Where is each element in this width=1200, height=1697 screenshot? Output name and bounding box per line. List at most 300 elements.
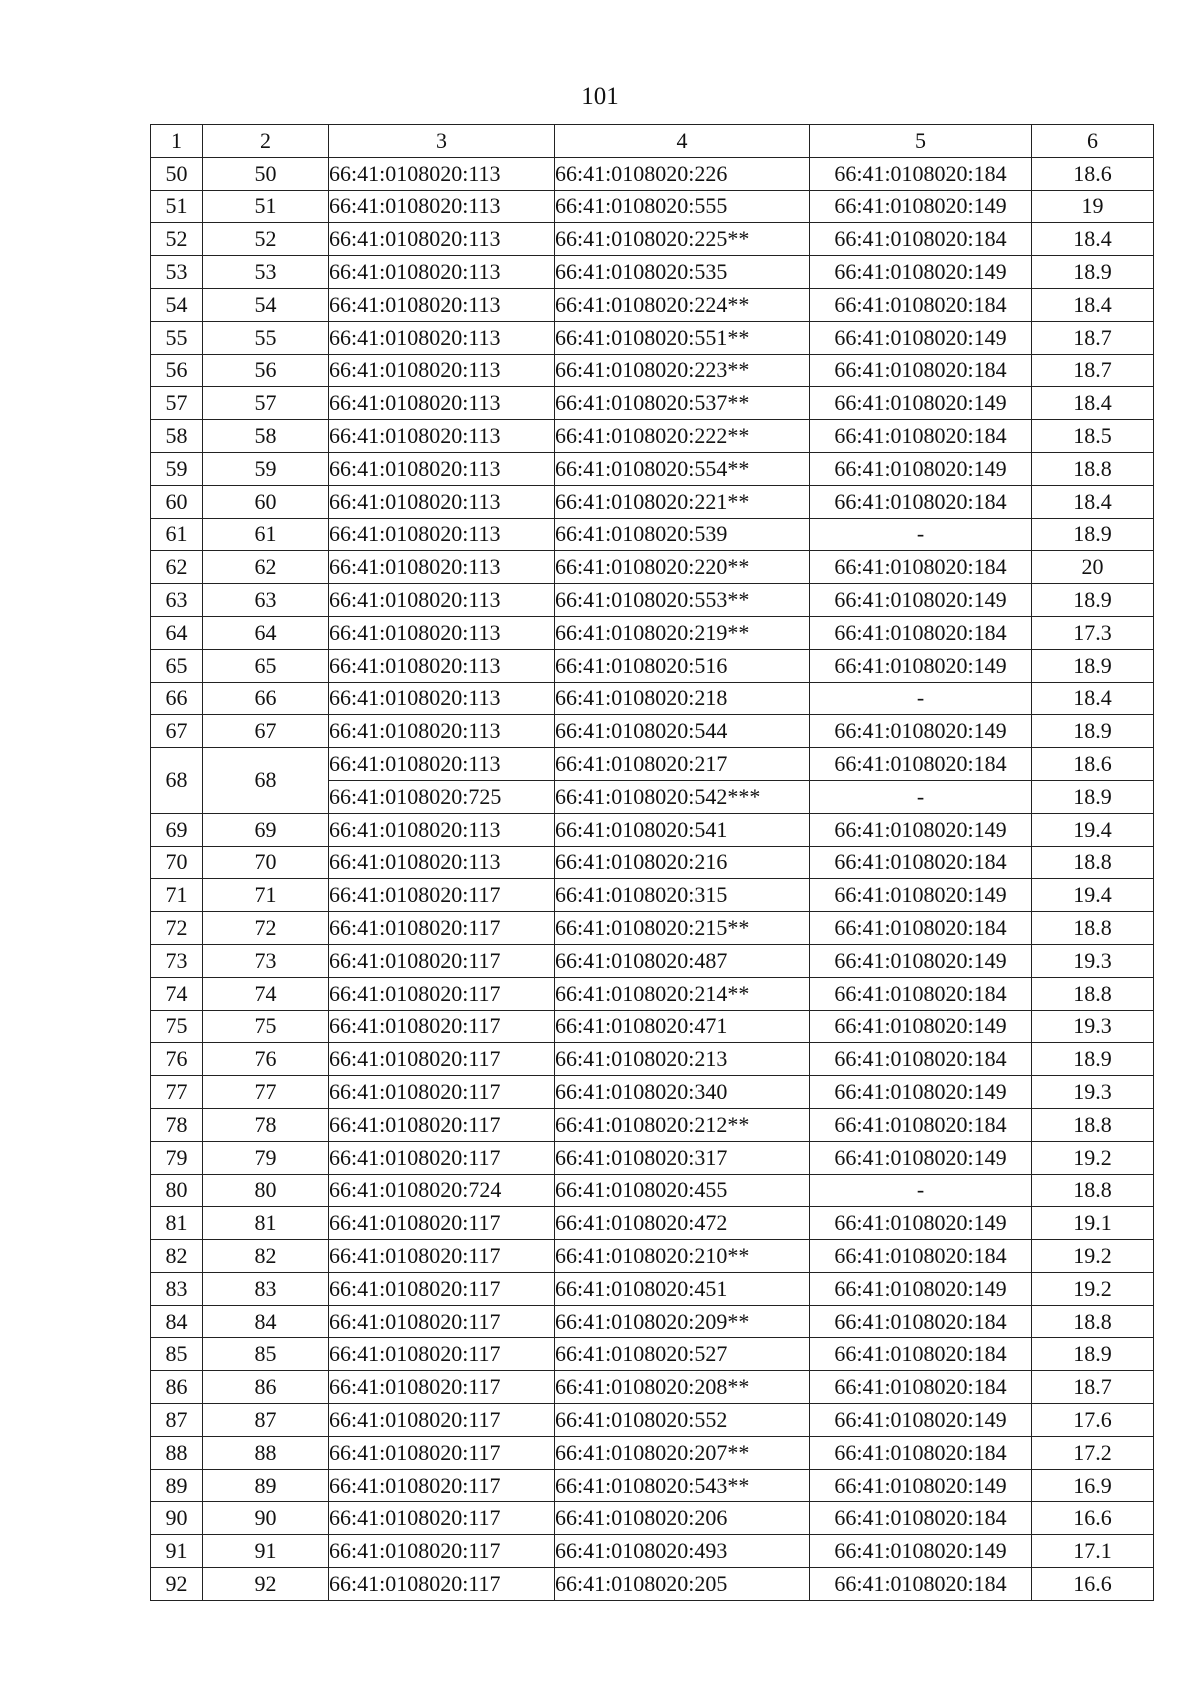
area-value: 16.9: [1032, 1469, 1154, 1502]
cadastral-table: [150, 124, 1154, 1601]
cadastral-number-related: 66:41:0108020:184: [810, 1240, 1032, 1273]
area-value: 18.7: [1032, 1371, 1154, 1404]
area-value: 18.8: [1032, 452, 1154, 485]
table-row: [151, 1371, 1154, 1404]
cadastral-number-related: 66:41:0108020:184: [810, 485, 1032, 518]
area-value: 18.8: [1032, 1108, 1154, 1141]
cadastral-number-plot: 66:41:0108020:543**: [555, 1469, 810, 1502]
plot-number: 85: [203, 1338, 329, 1371]
area-value: 19.3: [1032, 944, 1154, 977]
cadastral-number-related: 66:41:0108020:149: [810, 715, 1032, 748]
column-header-3: 3: [329, 125, 555, 158]
cadastral-number-plot: 66:41:0108020:551**: [555, 321, 810, 354]
plot-number: 68: [203, 748, 329, 814]
row-number: 87: [151, 1404, 203, 1437]
table-row: [151, 846, 1154, 879]
plot-number: 71: [203, 879, 329, 912]
row-number: 58: [151, 420, 203, 453]
plot-number: 61: [203, 518, 329, 551]
cadastral-number-plot: 66:41:0108020:317: [555, 1141, 810, 1174]
area-value: 18.9: [1032, 1043, 1154, 1076]
table-row: [151, 420, 1154, 453]
plot-number: 72: [203, 912, 329, 945]
cadastral-number-parent: 66:41:0108020:117: [329, 1502, 555, 1535]
cadastral-number-parent: 66:41:0108020:113: [329, 420, 555, 453]
cadastral-number-related: 66:41:0108020:149: [810, 387, 1032, 420]
table-header: [151, 125, 1154, 158]
cadastral-number-parent: 66:41:0108020:113: [329, 715, 555, 748]
cadastral-number-parent: 66:41:0108020:113: [329, 584, 555, 617]
area-value: 19.2: [1032, 1272, 1154, 1305]
cadastral-number-related: 66:41:0108020:149: [810, 1010, 1032, 1043]
plot-number: 73: [203, 944, 329, 977]
table-row: [151, 1174, 1154, 1207]
cadastral-number-parent: 66:41:0108020:113: [329, 846, 555, 879]
row-number: 82: [151, 1240, 203, 1273]
plot-number: 79: [203, 1141, 329, 1174]
row-number: 66: [151, 682, 203, 715]
plot-number: 80: [203, 1174, 329, 1207]
cadastral-number-parent: 66:41:0108020:113: [329, 157, 555, 190]
row-number: 71: [151, 879, 203, 912]
cadastral-number-parent: 66:41:0108020:113: [329, 256, 555, 289]
cadastral-number-parent: 66:41:0108020:725: [329, 780, 555, 813]
cadastral-number-plot: 66:41:0108020:340: [555, 1076, 810, 1109]
plot-number: 53: [203, 256, 329, 289]
cadastral-number-related: 66:41:0108020:149: [810, 1469, 1032, 1502]
table-row: [151, 288, 1154, 321]
row-number: 69: [151, 813, 203, 846]
cadastral-number-related: 66:41:0108020:184: [810, 551, 1032, 584]
cadastral-number-related: -: [810, 780, 1032, 813]
area-value: 19.3: [1032, 1076, 1154, 1109]
cadastral-number-plot: 66:41:0108020:219**: [555, 616, 810, 649]
cadastral-number-parent: 66:41:0108020:117: [329, 1535, 555, 1568]
cadastral-number-plot: 66:41:0108020:217: [555, 748, 810, 781]
table-row: [151, 518, 1154, 551]
cadastral-number-plot: 66:41:0108020:222**: [555, 420, 810, 453]
plot-number: 70: [203, 846, 329, 879]
cadastral-number-parent: 66:41:0108020:113: [329, 321, 555, 354]
row-number: 92: [151, 1568, 203, 1601]
plot-number: 89: [203, 1469, 329, 1502]
area-value: 18.9: [1032, 256, 1154, 289]
cadastral-number-related: 66:41:0108020:184: [810, 420, 1032, 453]
plot-number: 62: [203, 551, 329, 584]
cadastral-number-parent: 66:41:0108020:117: [329, 1469, 555, 1502]
row-number: 60: [151, 485, 203, 518]
plot-number: 64: [203, 616, 329, 649]
plot-number: 88: [203, 1436, 329, 1469]
row-number: 63: [151, 584, 203, 617]
row-number: 78: [151, 1108, 203, 1141]
cadastral-number-plot: 66:41:0108020:209**: [555, 1305, 810, 1338]
cadastral-number-related: 66:41:0108020:184: [810, 223, 1032, 256]
plot-number: 82: [203, 1240, 329, 1273]
table-row: [151, 321, 1154, 354]
cadastral-number-related: 66:41:0108020:184: [810, 1502, 1032, 1535]
cadastral-number-parent: 66:41:0108020:113: [329, 387, 555, 420]
table-row: [151, 715, 1154, 748]
cadastral-number-related: 66:41:0108020:149: [810, 1076, 1032, 1109]
cadastral-number-parent: 66:41:0108020:113: [329, 551, 555, 584]
row-number: 61: [151, 518, 203, 551]
plot-number: 86: [203, 1371, 329, 1404]
area-value: 18.8: [1032, 846, 1154, 879]
row-number: 56: [151, 354, 203, 387]
row-number: 85: [151, 1338, 203, 1371]
row-number: 64: [151, 616, 203, 649]
cadastral-number-parent: 66:41:0108020:117: [329, 1108, 555, 1141]
plot-number: 78: [203, 1108, 329, 1141]
plot-number: 55: [203, 321, 329, 354]
table-row: [151, 1108, 1154, 1141]
row-number: 57: [151, 387, 203, 420]
cadastral-number-related: 66:41:0108020:184: [810, 288, 1032, 321]
cadastral-number-plot: 66:41:0108020:223**: [555, 354, 810, 387]
area-value: 18.9: [1032, 715, 1154, 748]
cadastral-number-related: 66:41:0108020:149: [810, 1272, 1032, 1305]
cadastral-number-parent: 66:41:0108020:113: [329, 190, 555, 223]
row-number: 54: [151, 288, 203, 321]
cadastral-number-related: 66:41:0108020:149: [810, 256, 1032, 289]
cadastral-number-parent: 66:41:0108020:117: [329, 912, 555, 945]
cadastral-number-plot: 66:41:0108020:516: [555, 649, 810, 682]
plot-number: 54: [203, 288, 329, 321]
table-row: [151, 649, 1154, 682]
row-number: 76: [151, 1043, 203, 1076]
cadastral-number-plot: 66:41:0108020:212**: [555, 1108, 810, 1141]
plot-number: 77: [203, 1076, 329, 1109]
cadastral-number-parent: 66:41:0108020:113: [329, 682, 555, 715]
column-header-6: 6: [1032, 125, 1154, 158]
row-number: 51: [151, 190, 203, 223]
cadastral-number-related: 66:41:0108020:184: [810, 157, 1032, 190]
cadastral-number-parent: 66:41:0108020:113: [329, 748, 555, 781]
cadastral-number-related: 66:41:0108020:184: [810, 1338, 1032, 1371]
cadastral-number-parent: 66:41:0108020:117: [329, 1305, 555, 1338]
table-row: [151, 813, 1154, 846]
cadastral-number-plot: 66:41:0108020:208**: [555, 1371, 810, 1404]
cadastral-number-parent: 66:41:0108020:117: [329, 1141, 555, 1174]
plot-number: 75: [203, 1010, 329, 1043]
row-number: 59: [151, 452, 203, 485]
cadastral-number-plot: 66:41:0108020:206: [555, 1502, 810, 1535]
table-row: [151, 354, 1154, 387]
plot-number: 63: [203, 584, 329, 617]
cadastral-number-plot: 66:41:0108020:554**: [555, 452, 810, 485]
cadastral-number-plot: 66:41:0108020:451: [555, 1272, 810, 1305]
table-row: [151, 1043, 1154, 1076]
cadastral-number-plot: 66:41:0108020:205: [555, 1568, 810, 1601]
column-header-5: 5: [810, 125, 1032, 158]
area-value: 18.7: [1032, 354, 1154, 387]
table-row: [151, 1305, 1154, 1338]
row-number: 84: [151, 1305, 203, 1338]
cadastral-number-plot: 66:41:0108020:213: [555, 1043, 810, 1076]
row-number: 65: [151, 649, 203, 682]
area-value: 18.4: [1032, 223, 1154, 256]
row-number: 77: [151, 1076, 203, 1109]
table-row: [151, 1141, 1154, 1174]
area-value: 18.6: [1032, 748, 1154, 781]
table-row: [151, 1469, 1154, 1502]
cadastral-number-related: 66:41:0108020:184: [810, 1108, 1032, 1141]
cadastral-number-parent: 66:41:0108020:113: [329, 813, 555, 846]
cadastral-number-parent: 66:41:0108020:117: [329, 1240, 555, 1273]
cadastral-number-plot: 66:41:0108020:315: [555, 879, 810, 912]
cadastral-number-related: 66:41:0108020:184: [810, 354, 1032, 387]
cadastral-number-plot: 66:41:0108020:487: [555, 944, 810, 977]
cadastral-number-parent: 66:41:0108020:117: [329, 944, 555, 977]
area-value: 17.1: [1032, 1535, 1154, 1568]
plot-number: 76: [203, 1043, 329, 1076]
row-number: 72: [151, 912, 203, 945]
header-row: [151, 125, 1154, 158]
cadastral-number-related: 66:41:0108020:149: [810, 1141, 1032, 1174]
cadastral-number-related: -: [810, 518, 1032, 551]
cadastral-number-plot: 66:41:0108020:472: [555, 1207, 810, 1240]
cadastral-number-parent: 66:41:0108020:113: [329, 485, 555, 518]
plot-number: 74: [203, 977, 329, 1010]
row-number: 70: [151, 846, 203, 879]
cadastral-number-parent: 66:41:0108020:113: [329, 354, 555, 387]
cadastral-number-plot: 66:41:0108020:527: [555, 1338, 810, 1371]
table-row: [151, 616, 1154, 649]
cadastral-number-plot: 66:41:0108020:216: [555, 846, 810, 879]
cadastral-number-plot: 66:41:0108020:210**: [555, 1240, 810, 1273]
area-value: 18.5: [1032, 420, 1154, 453]
row-number: 74: [151, 977, 203, 1010]
cadastral-number-parent: 66:41:0108020:113: [329, 288, 555, 321]
cadastral-number-parent: 66:41:0108020:117: [329, 1436, 555, 1469]
table-row: [151, 1010, 1154, 1043]
table-row: [151, 256, 1154, 289]
cadastral-number-plot: 66:41:0108020:555: [555, 190, 810, 223]
table-row: [151, 223, 1154, 256]
table-row: [151, 157, 1154, 190]
plot-number: 51: [203, 190, 329, 223]
cadastral-number-parent: 66:41:0108020:117: [329, 1010, 555, 1043]
area-value: 18.8: [1032, 912, 1154, 945]
row-number: 55: [151, 321, 203, 354]
cadastral-number-plot: 66:41:0108020:226: [555, 157, 810, 190]
cadastral-number-plot: 66:41:0108020:542***: [555, 780, 810, 813]
row-number: 80: [151, 1174, 203, 1207]
cadastral-number-related: -: [810, 1174, 1032, 1207]
area-value: 18.9: [1032, 584, 1154, 617]
cadastral-number-parent: 66:41:0108020:724: [329, 1174, 555, 1207]
row-number: 88: [151, 1436, 203, 1469]
cadastral-number-related: -: [810, 682, 1032, 715]
cadastral-number-related: 66:41:0108020:184: [810, 1436, 1032, 1469]
cadastral-number-parent: 66:41:0108020:117: [329, 1076, 555, 1109]
table-row: [151, 748, 1154, 781]
row-number: 86: [151, 1371, 203, 1404]
cadastral-number-related: 66:41:0108020:149: [810, 1207, 1032, 1240]
plot-number: 65: [203, 649, 329, 682]
row-number: 52: [151, 223, 203, 256]
area-value: 18.8: [1032, 977, 1154, 1010]
area-value: 19.2: [1032, 1240, 1154, 1273]
area-value: 18.9: [1032, 518, 1154, 551]
area-value: 16.6: [1032, 1568, 1154, 1601]
plot-number: 66: [203, 682, 329, 715]
table-row: [151, 1076, 1154, 1109]
plot-number: 87: [203, 1404, 329, 1437]
row-number: 75: [151, 1010, 203, 1043]
plot-number: 50: [203, 157, 329, 190]
table-row: [151, 387, 1154, 420]
table-row: [151, 1272, 1154, 1305]
area-value: 18.4: [1032, 485, 1154, 518]
area-value: 18.4: [1032, 288, 1154, 321]
cadastral-number-parent: 66:41:0108020:117: [329, 1371, 555, 1404]
area-value: 18.9: [1032, 1338, 1154, 1371]
area-value: 19.1: [1032, 1207, 1154, 1240]
table-row: [151, 1568, 1154, 1601]
plot-number: 58: [203, 420, 329, 453]
table-row: [151, 1240, 1154, 1273]
cadastral-number-related: 66:41:0108020:184: [810, 616, 1032, 649]
cadastral-number-related: 66:41:0108020:149: [810, 584, 1032, 617]
area-value: 19: [1032, 190, 1154, 223]
cadastral-number-parent: 66:41:0108020:117: [329, 1207, 555, 1240]
cadastral-number-plot: 66:41:0108020:544: [555, 715, 810, 748]
cadastral-number-plot: 66:41:0108020:214**: [555, 977, 810, 1010]
row-number: 67: [151, 715, 203, 748]
plot-number: 57: [203, 387, 329, 420]
plot-number: 81: [203, 1207, 329, 1240]
area-value: 19.4: [1032, 879, 1154, 912]
cadastral-number-related: 66:41:0108020:149: [810, 321, 1032, 354]
cadastral-number-related: 66:41:0108020:184: [810, 1568, 1032, 1601]
column-header-1: 1: [151, 125, 203, 158]
cadastral-number-parent: 66:41:0108020:117: [329, 1272, 555, 1305]
area-value: 19.4: [1032, 813, 1154, 846]
table-row: [151, 1338, 1154, 1371]
area-value: 18.7: [1032, 321, 1154, 354]
cadastral-number-parent: 66:41:0108020:117: [329, 1338, 555, 1371]
table-row: [151, 452, 1154, 485]
cadastral-number-parent: 66:41:0108020:113: [329, 518, 555, 551]
table-body: [151, 157, 1154, 1600]
plot-number: 52: [203, 223, 329, 256]
cadastral-number-related: 66:41:0108020:184: [810, 1043, 1032, 1076]
column-header-2: 2: [203, 125, 329, 158]
page-number: 101: [581, 83, 619, 110]
table-row: [151, 190, 1154, 223]
cadastral-number-plot: 66:41:0108020:537**: [555, 387, 810, 420]
area-value: 20: [1032, 551, 1154, 584]
cadastral-number-related: 66:41:0108020:184: [810, 977, 1032, 1010]
area-value: 18.6: [1032, 157, 1154, 190]
row-number: 89: [151, 1469, 203, 1502]
plot-number: 90: [203, 1502, 329, 1535]
cadastral-number-parent: 66:41:0108020:113: [329, 616, 555, 649]
cadastral-number-plot: 66:41:0108020:207**: [555, 1436, 810, 1469]
cadastral-number-related: 66:41:0108020:149: [810, 649, 1032, 682]
row-number: 91: [151, 1535, 203, 1568]
cadastral-number-plot: 66:41:0108020:221**: [555, 485, 810, 518]
cadastral-number-plot: 66:41:0108020:553**: [555, 584, 810, 617]
row-number: 90: [151, 1502, 203, 1535]
cadastral-number-related: 66:41:0108020:149: [810, 1535, 1032, 1568]
cadastral-number-related: 66:41:0108020:149: [810, 1404, 1032, 1437]
area-value: 17.2: [1032, 1436, 1154, 1469]
cadastral-number-plot: 66:41:0108020:225**: [555, 223, 810, 256]
area-value: 17.6: [1032, 1404, 1154, 1437]
cadastral-number-parent: 66:41:0108020:117: [329, 1404, 555, 1437]
cadastral-number-parent: 66:41:0108020:113: [329, 452, 555, 485]
cadastral-number-parent: 66:41:0108020:117: [329, 879, 555, 912]
cadastral-number-related: 66:41:0108020:149: [810, 452, 1032, 485]
area-value: 18.9: [1032, 649, 1154, 682]
plot-number: 91: [203, 1535, 329, 1568]
area-value: 17.3: [1032, 616, 1154, 649]
cadastral-number-parent: 66:41:0108020:117: [329, 1568, 555, 1601]
cadastral-number-plot: 66:41:0108020:493: [555, 1535, 810, 1568]
cadastral-number-plot: 66:41:0108020:455: [555, 1174, 810, 1207]
row-number: 68: [151, 748, 203, 814]
table-row: [151, 1502, 1154, 1535]
table-row: [151, 879, 1154, 912]
cadastral-number-plot: 66:41:0108020:220**: [555, 551, 810, 584]
area-value: 19.2: [1032, 1141, 1154, 1174]
table-row: [151, 551, 1154, 584]
table-row: [151, 1207, 1154, 1240]
cadastral-number-related: 66:41:0108020:184: [810, 1305, 1032, 1338]
table-row: [151, 977, 1154, 1010]
cadastral-number-plot: 66:41:0108020:552: [555, 1404, 810, 1437]
cadastral-number-plot: 66:41:0108020:215**: [555, 912, 810, 945]
table-row: [151, 1535, 1154, 1568]
area-value: 18.9: [1032, 780, 1154, 813]
table-row: [151, 682, 1154, 715]
cadastral-number-plot: 66:41:0108020:218: [555, 682, 810, 715]
cadastral-number-related: 66:41:0108020:184: [810, 1371, 1032, 1404]
cadastral-number-parent: 66:41:0108020:113: [329, 223, 555, 256]
row-number: 81: [151, 1207, 203, 1240]
row-number: 79: [151, 1141, 203, 1174]
column-header-4: 4: [555, 125, 810, 158]
plot-number: 92: [203, 1568, 329, 1601]
row-number: 73: [151, 944, 203, 977]
cadastral-number-plot: 66:41:0108020:539: [555, 518, 810, 551]
table-row: [151, 944, 1154, 977]
cadastral-number-parent: 66:41:0108020:117: [329, 1043, 555, 1076]
table-row: [151, 584, 1154, 617]
plot-number: 84: [203, 1305, 329, 1338]
table-row: [151, 1436, 1154, 1469]
cadastral-number-parent: 66:41:0108020:113: [329, 649, 555, 682]
area-value: 19.3: [1032, 1010, 1154, 1043]
cadastral-number-plot: 66:41:0108020:535: [555, 256, 810, 289]
area-value: 18.4: [1032, 387, 1154, 420]
area-value: 18.4: [1032, 682, 1154, 715]
cadastral-number-related: 66:41:0108020:149: [810, 879, 1032, 912]
plot-number: 56: [203, 354, 329, 387]
area-value: 18.8: [1032, 1305, 1154, 1338]
area-value: 18.8: [1032, 1174, 1154, 1207]
cadastral-number-related: 66:41:0108020:184: [810, 846, 1032, 879]
plot-number: 83: [203, 1272, 329, 1305]
plot-number: 69: [203, 813, 329, 846]
row-number: 50: [151, 157, 203, 190]
cadastral-number-plot: 66:41:0108020:541: [555, 813, 810, 846]
cadastral-number-related: 66:41:0108020:184: [810, 912, 1032, 945]
cadastral-number-plot: 66:41:0108020:224**: [555, 288, 810, 321]
